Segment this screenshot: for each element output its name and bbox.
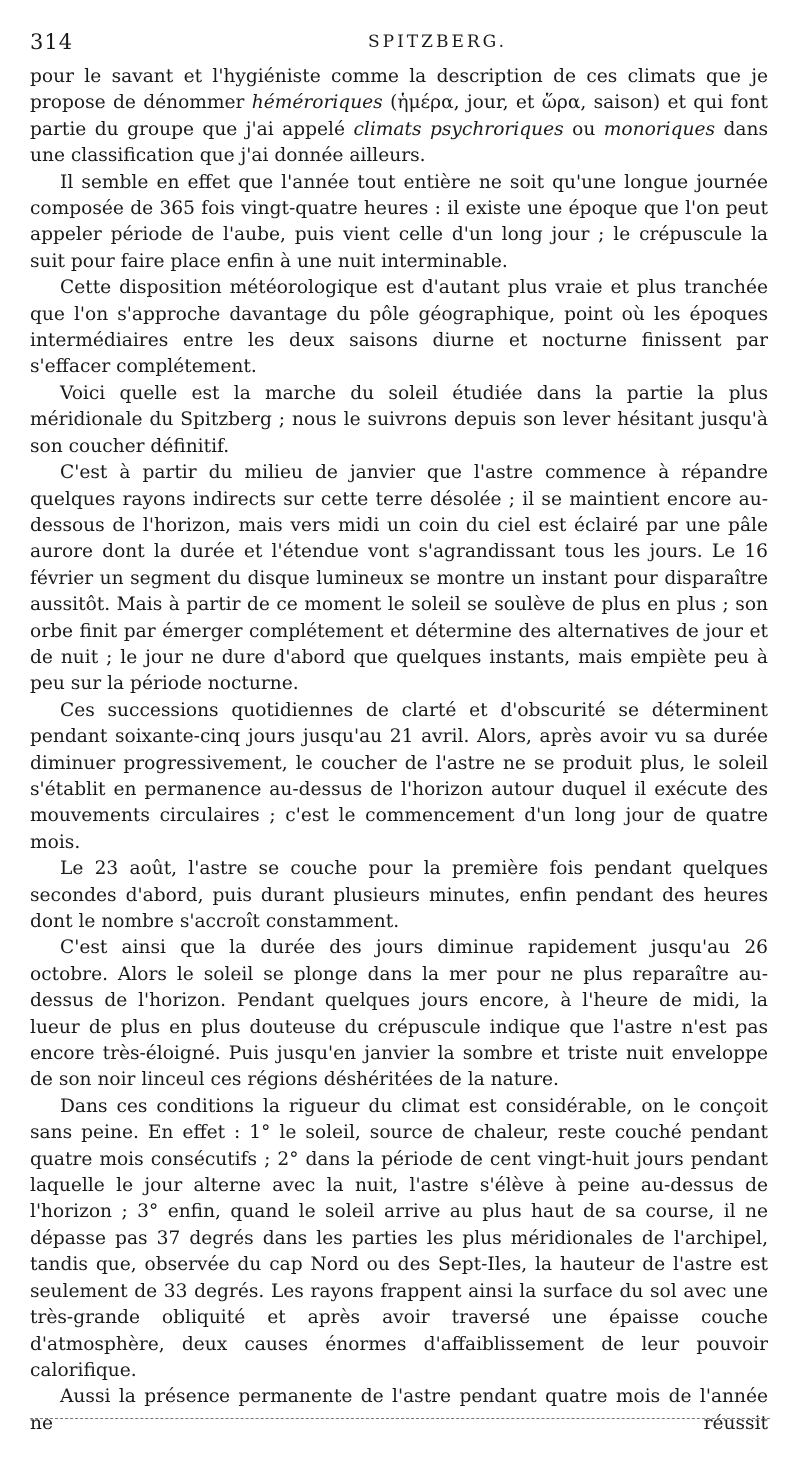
text-run: Aussi la présence permanente de l'astre pendant quatre mois de l'année ne réussit [30, 1386, 768, 1434]
text-run: Ces successions quotidiennes de clarté et d'obscurité se déterminent pendant soixante-cinq jours jusqu'au 21 avril. Alors, après avoir vu sa durée diminuer progressivement, le coucher de l'astre ne se produit plus, le soleil s'établit en permanence au-dessus de l'horizon autour duquel il exécute des mouvements circulaires ; c'est le commencement d'un long jour de quatre mois. [30, 699, 768, 853]
page-header [30, 30, 760, 58]
text-run: C'est ainsi que la durée des jours diminue rapidement jusqu'au 26 octobre. Alors le soleil se plonge dans la mer pour ne plus reparaître au-dessus de l'horizon. Pendant quelques jours encore, à l'heure de midi, la lueur de plus en plus douteuse du crépuscule indique que l'astre n'est pas encore très-éloigné. Puis jusqu'en janvier la sombre et triste nuit enveloppe de son noir linceul ces régions déshéritées de la nature. [30, 937, 768, 1091]
italic-term: héméroriques [251, 92, 383, 114]
paragraph [30, 64, 768, 170]
text-run: (ἡμέρα, jour, et ὥρα, saison) et qui font partie du groupe que j'ai appelé [30, 92, 768, 140]
text-run: Le 23 août, l'astre se couche pour la première fois pendant quelques secondes d'abord, puis durant plusieurs minutes, enfin pendant des heures dont le nombre s'accroît constamment. [30, 858, 768, 932]
paragraph [30, 275, 768, 381]
paragraph [30, 698, 768, 856]
text-run: C'est à partir du milieu de janvier que l'astre commence à répandre quelques rayons indirects sur cette terre désolée ; il se maintient encore au-dessous de l'horizon, mais vers midi un coin du ciel est éclairé par une pâle aurore dont la durée et l'étendue vont s'agrandissant tous les jours. Le 16 février un segment du disque lumineux se montre un instant pour disparaître aussitôt. Mais à partir de ce moment le soleil se soulève de plus en plus ; son orbe finit par émerger complétement et détermine des alternatives de jour et de nuit ; le jour ne dure d'abord que quelques instants, mais empiète peu à peu sur la période nocturne. [30, 462, 768, 695]
page-number: 314 [30, 30, 74, 54]
paragraph [30, 1094, 768, 1384]
paragraph [30, 460, 768, 698]
text-run: Dans ces conditions la rigueur du climat est considérable, on le conçoit sans peine. En effet : 1° le soleil, source de chaleur, reste couché pendant quatre mois consécutifs ; 2° dans la période de cent vingt-huit jours pendant laquelle le jour alterne avec la nuit, l'astre s'élève à peine au-dessus de l'horizon ; 3° enfin, quand le soleil arrive au plus haut de sa course, il ne dépasse pas 37 degrés dans les parties les plus méridionales de l'archipel, tandis que, observée du cap Nord ou des Sept-Iles, la hauteur de l'astre est seulement de 33 degrés. Les rayons frappent ainsi la surface du sol avec une très-grande obliquité et après avoir traversé une épaisse couche d'atmosphère, deux causes énormes d'affaiblissement de leur pouvoir calorifique. [30, 1095, 768, 1381]
paragraph [30, 381, 768, 460]
paragraph [30, 170, 768, 276]
text-run: pour le savant et l'hygiéniste comme la description de ces climats que je propose de dénommer [30, 66, 768, 114]
text-run: dans une classification que j'ai donnée ailleurs. [30, 118, 769, 167]
text-run: Cette disposition météorologique est d'autant plus vraie et plus tranchée que l'on s'approche davantage du pôle géographique, point où les époques intermédiaires entre les deux saisons diurne et nocturne finissent par s'effacer complétement. [30, 277, 768, 378]
text-run: ou [563, 118, 604, 140]
footer-dashed-rule [30, 1418, 770, 1419]
text-run: Voici quelle est la marche du soleil étudiée dans la partie la plus méridionale du Spitzberg ; nous le suivrons depuis son lever hésitant jusqu'à son coucher définitif. [30, 382, 768, 457]
body-text [30, 64, 768, 1437]
running-title: SPITZBERG. [368, 32, 508, 52]
text-run: Il semble en effet que l'année tout entière ne soit qu'une longue journée composée de 365 fois vingt-quatre heures : il existe une époque que l'on peut appeler période de l'aube, puis vient celle d'un long jour ; le crépuscule la suit pour faire place enfin à une nuit interminable. [30, 171, 768, 272]
paragraph [30, 856, 768, 935]
italic-term: monoriques [603, 118, 716, 140]
paragraph [30, 935, 768, 1093]
italic-term: climats psychroriques [353, 118, 564, 140]
paragraph [30, 1384, 768, 1437]
